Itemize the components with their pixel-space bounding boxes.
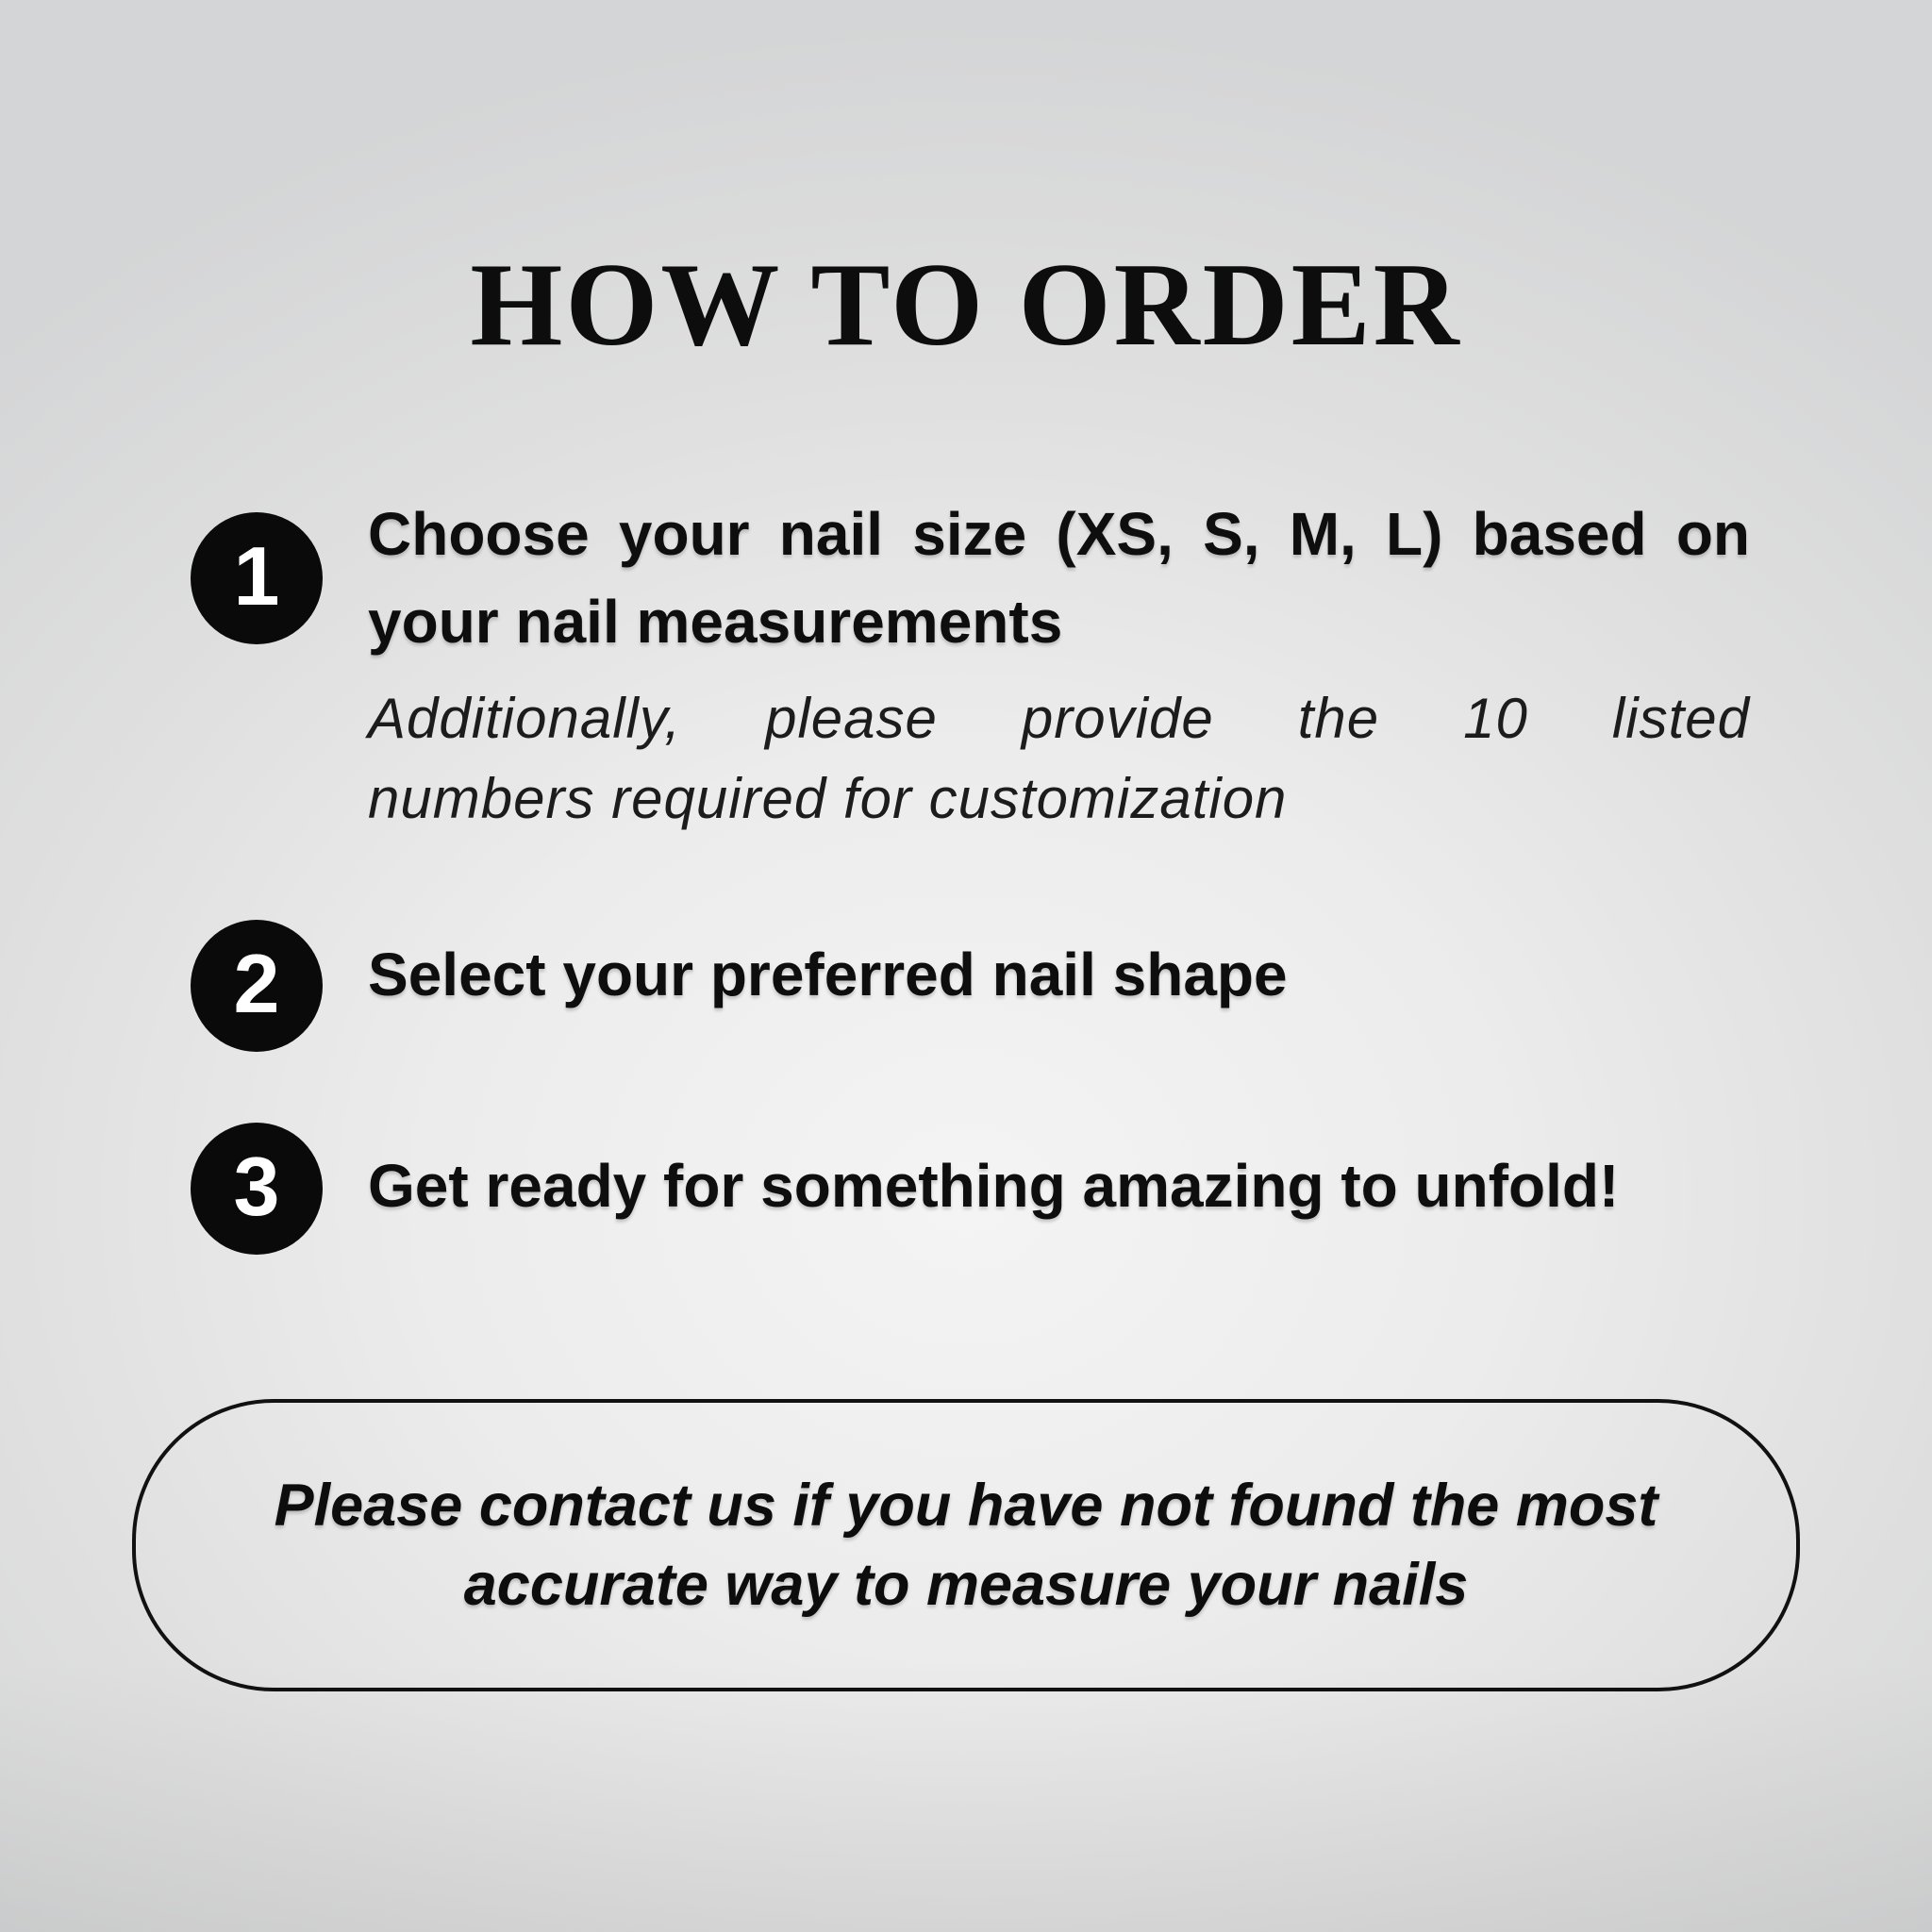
step-1-text-line-2: your nail measurements bbox=[368, 588, 1063, 656]
step-1-note bbox=[368, 678, 1750, 839]
step-3-text bbox=[368, 1153, 1750, 1219]
step-3-badge bbox=[191, 1123, 323, 1255]
step-3-number: 3 bbox=[233, 1140, 280, 1233]
step-2-text-line-1: Select your preferred nail shape bbox=[368, 941, 1288, 1008]
step-2-number: 2 bbox=[233, 937, 280, 1030]
step-1-badge bbox=[191, 512, 323, 644]
step-2-text bbox=[368, 941, 1750, 1008]
step-1-note-line-2: numbers required for customization bbox=[368, 767, 1288, 830]
step-3-text-line-1: Get ready for something amazing to unfold! bbox=[368, 1152, 1620, 1220]
footer-note-line-2: accurate way to measure your nails bbox=[463, 1552, 1469, 1618]
page-title: HOW TO ORDER bbox=[470, 240, 1462, 371]
step-1-text-line-1: Choose your nail size (XS, S, M, L) based on bbox=[368, 500, 1750, 568]
step-1-note-line-1: Additionally, please provide the 10 listed bbox=[368, 687, 1750, 750]
step-1-number: 1 bbox=[233, 529, 280, 623]
footer-note-box bbox=[132, 1399, 1800, 1691]
step-1-text bbox=[368, 491, 1750, 666]
footer-note-line-1: Please contact us if you have not found the most bbox=[274, 1473, 1658, 1539]
step-2-badge bbox=[191, 920, 323, 1052]
